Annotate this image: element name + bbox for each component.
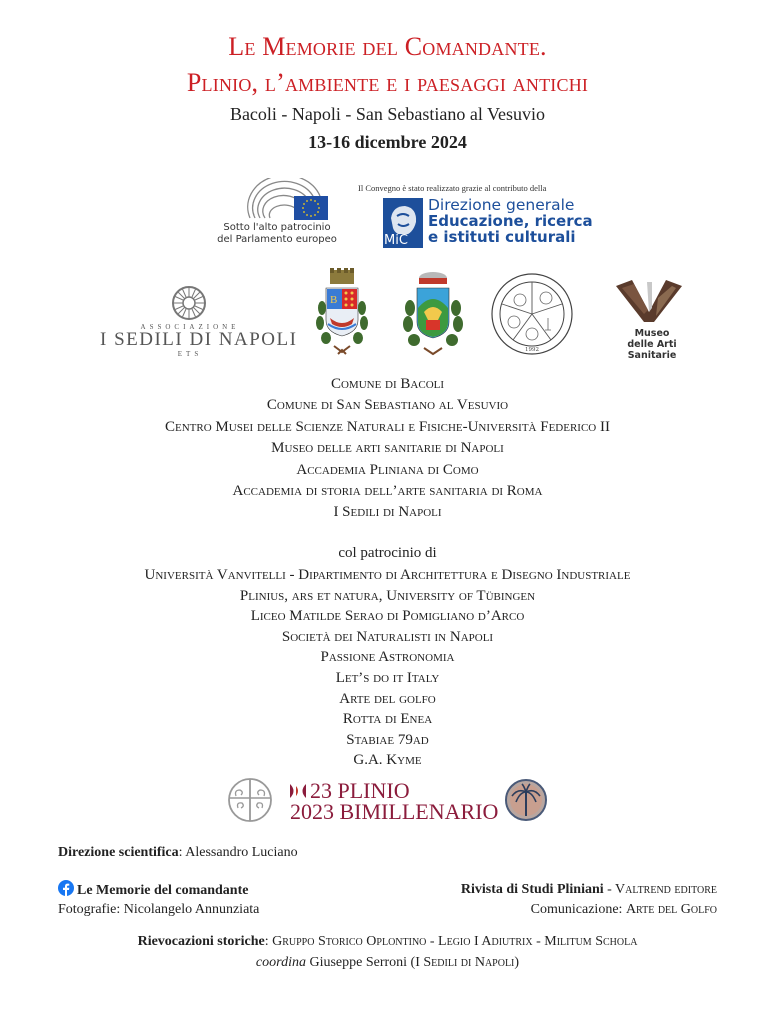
communication-credit xyxy=(531,902,717,918)
coord-close: ) xyxy=(514,955,520,970)
organizer-item: Accademia Pliniana di Como xyxy=(296,461,479,478)
facebook-link[interactable] xyxy=(58,880,248,899)
plinio-mark-icon xyxy=(290,784,306,798)
journal-credit xyxy=(461,882,717,898)
svg-text:B: B xyxy=(330,294,338,306)
mic-line-1: Direzione generale xyxy=(428,196,575,214)
plinio-line-1: 23 PLINIO xyxy=(310,778,410,803)
museo-arti-sanitarie-logo xyxy=(604,278,714,361)
patron-item: G.A. Kyme xyxy=(353,752,422,769)
museo-v-icon xyxy=(614,278,684,324)
ornamental-circle-logo xyxy=(226,776,274,824)
patron-item: Stabiae 79ad xyxy=(346,731,429,748)
wheel-icon xyxy=(171,285,207,321)
patron-item: Arte del golfo xyxy=(339,690,436,707)
reenactment-credit xyxy=(0,934,775,950)
reenact-value: : Gruppo Storico Oplontino - Legio I Adiutrix - Militum Schola xyxy=(264,934,638,949)
patron-item: Plinius, ars et natura, University of Tübingen xyxy=(239,587,536,604)
plinio-line-2: 2023 BIMILLENARIO xyxy=(290,799,499,824)
facebook-icon[interactable] xyxy=(58,880,74,896)
scientific-direction xyxy=(58,845,298,861)
coord-org: I Sedili di Napoli xyxy=(415,955,515,970)
patronage-heading: col patrocinio di xyxy=(338,545,437,561)
journal-value: - Valtrend editore xyxy=(603,882,717,897)
centro-musei-seal xyxy=(490,272,574,356)
seal-year: 1992 xyxy=(525,347,539,353)
organizer-item: Museo delle arti sanitarie di Napoli xyxy=(271,440,504,457)
event-dates: 13-16 dicembre 2024 xyxy=(308,132,467,152)
title-line-1: Le Memorie del Comandante. xyxy=(228,32,547,61)
parliament-hemicycle-icon xyxy=(222,178,342,220)
museo-line-1: Museo xyxy=(634,328,670,339)
mic-logo xyxy=(358,183,593,249)
sedili-ets-label: ETS xyxy=(177,350,203,358)
communication-value: Arte del Golfo xyxy=(625,902,717,917)
coord-value: Giuseppe Serroni ( xyxy=(305,955,416,970)
mic-head-icon xyxy=(383,198,423,248)
facebook-page-name[interactable]: Le Memorie del comandante xyxy=(77,883,249,898)
mic-line-3: e istituti culturali xyxy=(428,228,576,246)
sedili-name: I SEDILI DI NAPOLI xyxy=(100,329,298,350)
organizer-item: Comune di Bacoli xyxy=(330,376,445,392)
patronage-list xyxy=(0,565,775,771)
mic-badge: MiC xyxy=(384,233,408,248)
direction-label: Direzione scientifica xyxy=(58,845,179,860)
bacoli-coat-of-arms xyxy=(312,268,372,358)
communication-label: Comunicazione: xyxy=(530,902,626,917)
coordination-credit xyxy=(0,955,775,971)
european-parliament-logo xyxy=(217,178,342,248)
sedili-di-napoli-logo xyxy=(100,285,298,358)
patron-item: Rotta di Enea xyxy=(342,711,433,728)
sedili-association-label: ASSOCIAZIONE xyxy=(140,323,240,331)
plinio-bimillenario-logo xyxy=(290,778,499,824)
patron-item: Let’s do it Italy xyxy=(335,669,440,686)
organizers-list xyxy=(0,374,775,524)
photos-credit: Fotografie: Nicolangelo Annunziata xyxy=(58,902,260,917)
organizer-item: Accademia di storia dell’arte sanitaria di Roma xyxy=(232,483,543,500)
patron-item: Società dei Naturalisti in Napoli xyxy=(281,628,494,645)
mic-intro-text: Il Convegno è stato realizzato grazie al contributo della xyxy=(358,183,547,193)
patron-item: Liceo Matilde Serao di Pomigliano d’Arco xyxy=(250,608,525,625)
patron-item: Università Vanvitelli - Dipartimento di Architettura e Disegno Industriale xyxy=(144,567,631,583)
san-sebastiano-coat-of-arms xyxy=(400,268,466,358)
reenact-label: Rievocazioni storiche xyxy=(137,934,265,949)
mic-line-2: Educazione, ricerca xyxy=(428,212,593,230)
journal-label: Rivista di Studi Pliniani xyxy=(460,882,604,897)
coord-label: coordina xyxy=(255,955,306,970)
organizer-item: Centro Musei delle Scienze Naturali e Fisiche-Università Federico II xyxy=(165,418,610,435)
ep-line-1: Sotto l'alto patrocinio xyxy=(223,222,331,233)
patron-item: Passione Astronomia xyxy=(320,649,455,666)
ep-line-2: del Parlamento europeo xyxy=(217,234,337,245)
event-locations: Bacoli - Napoli - San Sebastiano al Vesuvio xyxy=(229,104,546,124)
organizer-item: I Sedili di Napoli xyxy=(333,504,442,521)
museo-line-2: delle Arti Sanitarie xyxy=(627,339,677,361)
organizer-item: Comune di San Sebastiano al Vesuvio xyxy=(266,397,509,414)
direction-value: : Alessandro Luciano xyxy=(178,845,298,860)
palm-medallion-logo xyxy=(504,778,548,822)
title-line-2: Plinio, l’ambiente e i paesaggi antichi xyxy=(186,68,589,97)
